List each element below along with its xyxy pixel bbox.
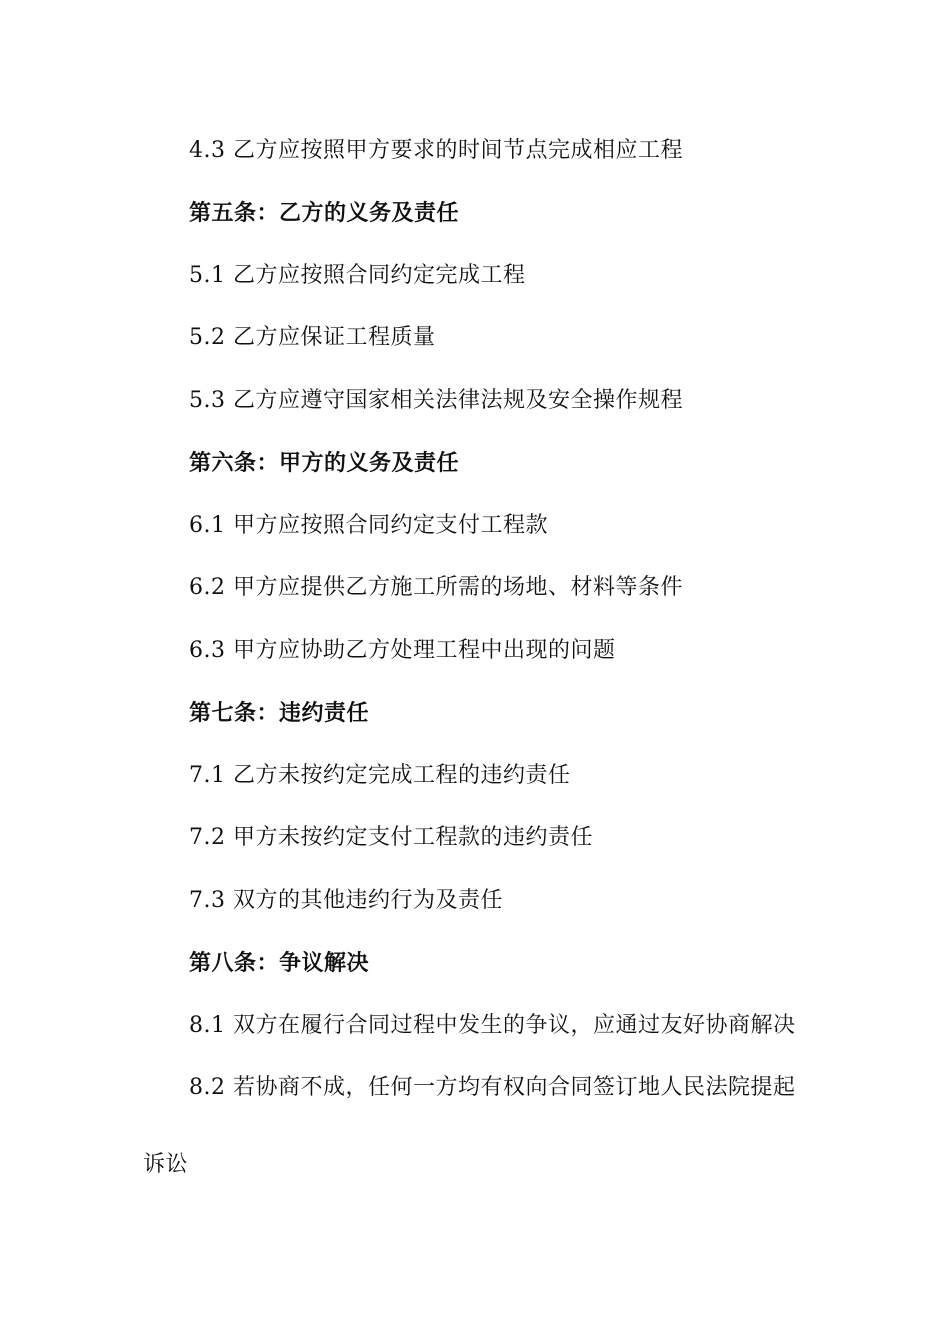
clause-5-2: 5.2 乙方应保证工程质量 <box>189 325 436 350</box>
clause-6-1: 6.1 甲方应按照合同约定支付工程款 <box>189 513 548 538</box>
clause-5-3: 5.3 乙方应遵守国家相关法律法规及安全操作规程 <box>189 388 683 413</box>
clause-7-2: 7.2 甲方未按约定支付工程款的违约责任 <box>189 825 593 850</box>
clause-8-2: 8.2 若协商不成，任何一方均有权向合同签订地人民法院提起 <box>189 1075 796 1100</box>
clause-7-3: 7.3 双方的其他违约行为及责任 <box>189 888 503 913</box>
article-6-heading: 第六条：甲方的义务及责任 <box>189 450 460 476</box>
clause-8-2-continuation: 诉讼 <box>143 1152 189 1177</box>
article-8-heading: 第八条：争议解决 <box>189 950 370 976</box>
clause-6-3: 6.3 甲方应协助乙方处理工程中出现的问题 <box>189 638 616 663</box>
clause-8-1: 8.1 双方在履行合同过程中发生的争议，应通过友好协商解决 <box>189 1013 796 1038</box>
clause-7-1: 7.1 乙方未按约定完成工程的违约责任 <box>189 763 571 788</box>
article-7-heading: 第七条：违约责任 <box>189 700 370 726</box>
article-5-heading: 第五条：乙方的义务及责任 <box>189 200 460 226</box>
clause-4-3: 4.3 乙方应按照甲方要求的时间节点完成相应工程 <box>189 138 683 163</box>
clause-6-2: 6.2 甲方应提供乙方施工所需的场地、材料等条件 <box>189 575 683 600</box>
clause-5-1: 5.1 乙方应按照合同约定完成工程 <box>189 263 526 288</box>
